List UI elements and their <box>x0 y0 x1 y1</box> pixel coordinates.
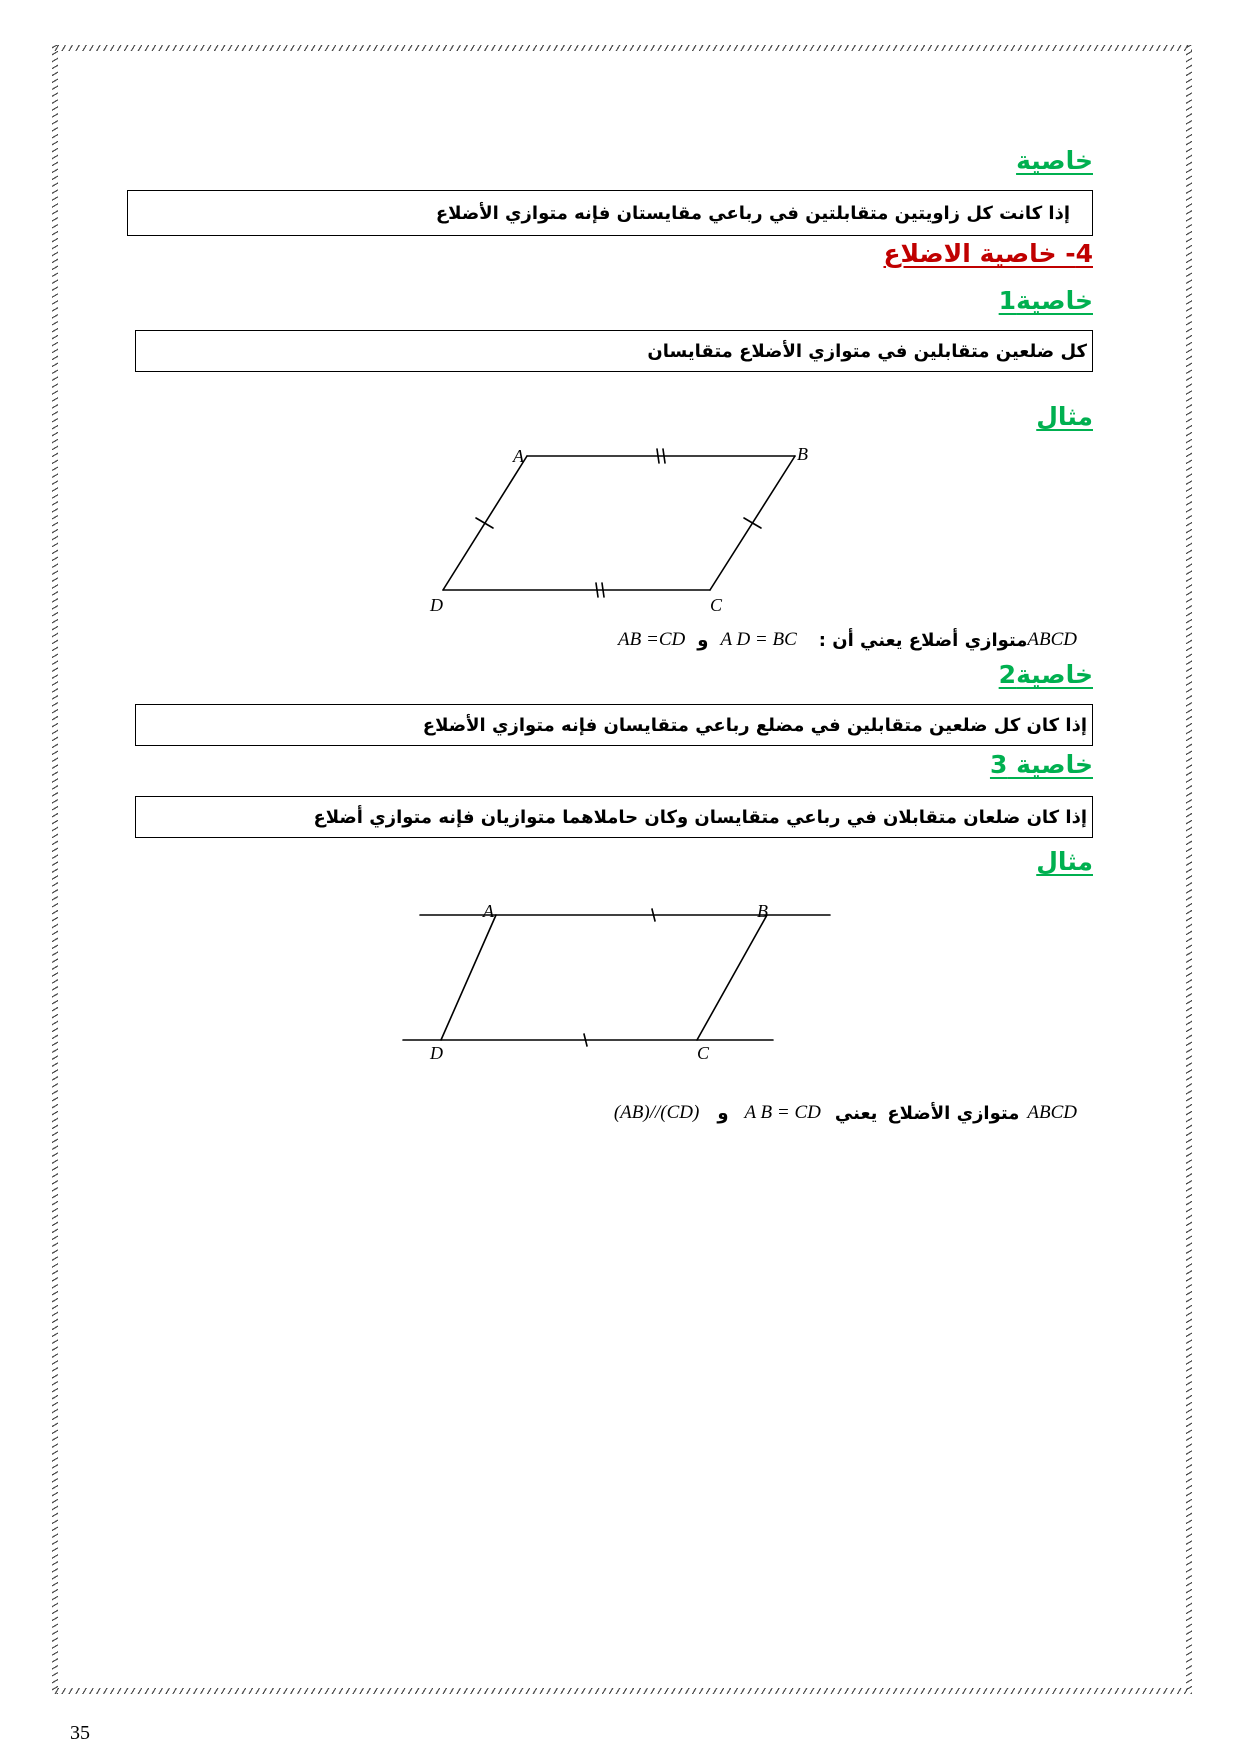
label-b: B <box>757 901 768 921</box>
property1-statement: كل ضلعين متقابلين في متوازي الأضلاع متقايسان <box>647 340 1087 362</box>
page-number: 35 <box>70 1722 90 1744</box>
example1-heading: مثال <box>1036 402 1093 431</box>
property2-heading: خاصية2 <box>998 660 1093 689</box>
label-d: D <box>430 595 443 615</box>
section-title: 4- خاصية الاضلاع <box>883 239 1093 268</box>
example2-conclusion <box>614 1098 1077 1128</box>
side-ad <box>441 915 496 1040</box>
conclusion-equation-1: A D = BC <box>720 629 797 650</box>
conclusion-subject: ABCD <box>1027 1102 1077 1123</box>
property1-heading: خاصية1 <box>998 286 1093 315</box>
conclusion-text-2: يعني <box>834 1102 878 1124</box>
conclusion-and: و <box>697 629 709 651</box>
conclusion-equation-2: (AB)//(CD) <box>613 1102 700 1123</box>
conclusion-text-1: متوازي الأضلاع <box>887 1102 1020 1124</box>
tick-cd-2 <box>602 583 604 597</box>
example1-conclusion <box>618 625 1077 655</box>
parallelogram-figure <box>420 430 840 625</box>
label-c: C <box>710 595 723 615</box>
conclusion-subject: ABCD <box>1027 629 1077 650</box>
conclusion-equation-1: A B = CD <box>744 1102 821 1123</box>
property2-statement: إذا كان كل ضلعين متقابلين في مضلع رباعي متقايسان فإنه متوازي الأضلاع <box>422 714 1087 736</box>
label-a: A <box>483 901 494 921</box>
label-d: D <box>430 1043 443 1063</box>
frame-top <box>52 45 1192 51</box>
tick-ad <box>476 518 493 528</box>
label-a: A <box>513 446 524 466</box>
property-heading: خاصية <box>1016 146 1093 175</box>
label-c: C <box>697 1043 710 1063</box>
frame-bottom <box>52 1688 1192 1694</box>
label-b: B <box>797 444 808 464</box>
property2-statement-box <box>135 704 1093 746</box>
tick-ab-2 <box>663 449 665 463</box>
property3-statement: إذا كان ضلعان متقابلان في رباعي متقايسان وكان حاملاهما متوازيان فإنه متوازي أضلاع <box>313 806 1087 828</box>
side-bc <box>697 915 767 1040</box>
tick-cd-1 <box>596 583 598 597</box>
conclusion-text: متوازي أضلاع يعني أن : <box>818 629 1028 651</box>
property3-heading: خاصية 3 <box>989 750 1093 779</box>
property-statement-box <box>127 190 1093 236</box>
property3-statement-box <box>135 796 1093 838</box>
parallel-lines-figure <box>395 895 840 1070</box>
tick-ab-1 <box>657 449 659 463</box>
frame-right <box>1186 45 1192 1694</box>
conclusion-equation-2: AB =CD <box>618 629 686 650</box>
tick-bc <box>744 518 761 528</box>
conclusion-and: و <box>717 1102 729 1124</box>
frame-left <box>52 45 58 1694</box>
example2-heading: مثال <box>1036 847 1093 876</box>
property-statement: إذا كانت كل زاويتين متقابلتين في رباعي مقايستان فإنه متوازي الأضلاع <box>435 202 1070 224</box>
property1-statement-box <box>135 330 1093 372</box>
